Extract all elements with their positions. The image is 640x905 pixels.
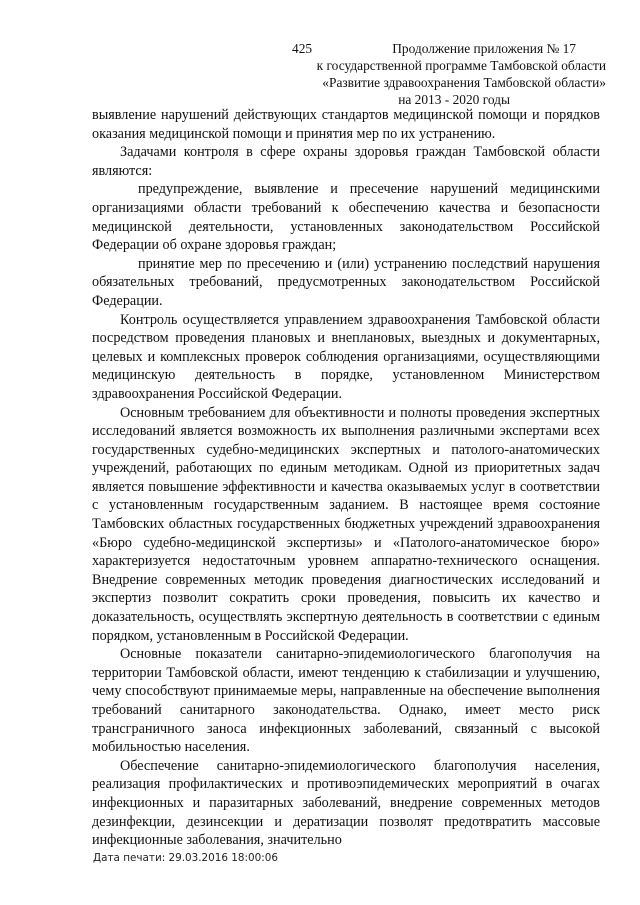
paragraph-expertise: Основным требованием для объективности и полноты проведения экспертных исследований является возможность их выполнения различными экспертами всех государственных судебно-медицинских экспертных и патолого-анатомических учреждений, работающих по единым методикам. Одной из приоритетных задач является повышение эффективности и качества оказываемых услуг в соответствии с установленным государственным заданием. В настоящее время состояние Тамбовских областных государственных бюджетных учреждений здравоохранения «Бюро судебно-медицинской экспертизы» и «Патолого-анатомическое бюро» характеризуется недостаточным уровнем аппаратно-технического оснащения. Внедрение современных методик проведения диагностических исследований и экспертиз позволит сократить сроки проведения, повысить их качество и доказательность, осуществлять экспертную деятельность в соответствии с единым порядком, установленным в Российской Федерации.: [92, 404, 600, 644]
paragraph-sanitary-indicators: Основные показатели санитарно-эпидемиологического благополучия на территории Тамбовской области, имеют тенденцию к стабилизации и улучшению, чему способствуют принимаемые меры, направленные на обеспечение выполнения требований санитарного законодательства. Однако, имеет место риск трансграничного заноса инфекционных заболеваний, связанный с высокой мобильностью населения.: [92, 646, 600, 756]
paragraph-measures: принятие мер по пресечению и (или) устранению последствий нарушения обязательных требований, предусмотренных законодательством Российской Федерации.: [92, 255, 600, 309]
page-number: 425: [292, 41, 313, 56]
document-body: [92, 106, 600, 850]
appendix-continuation: Продолжение приложения № 17: [392, 41, 576, 56]
page-header: [286, 40, 606, 108]
paragraph-prevention: предупреждение, выявление и пресечение нарушений медицинскими организациями области требований к обеспечению качества и безопасности медицинской деятельности, установленных законодательством Российской Федерации об охране здоровья граждан;: [92, 181, 600, 254]
program-period: на 2013 - 2020 годы: [398, 92, 510, 107]
paragraph-control-authority: Контроль осуществляется управлением здравоохранения Тамбовской области посредством проведения плановых и внеплановых, выездных и документарных, целевых и комплексных проверок соблюдения организациями, осуществляющими медицинскую деятельность в порядке, установленном Министерством здравоохранения Российской Федерации.: [92, 311, 600, 402]
program-reference: к государственной программе Тамбовской области: [316, 58, 606, 73]
program-title: «Развитие здравоохранения Тамбовской области»: [322, 75, 606, 90]
paragraph-violations: выявление нарушений действующих стандартов медицинской помощи и порядков оказания медицинской помощи и принятия мер по их устранению.: [92, 107, 600, 142]
paragraph-sanitary-provision: Обеспечение санитарно-эпидемиологического благополучия населения, реализация профилактических и противоэпидемических мероприятий в очагах инфекционных и паразитарных заболеваний, внедрение современных методов дезинфекции, дезинсекции и дератизации позволят предотвратить массовые инфекционные заболевания, значительно: [92, 757, 600, 849]
paragraph-control-tasks: Задачами контроля в сфере охраны здоровья граждан Тамбовской области являются:: [92, 144, 600, 179]
header-first-line: [286, 40, 606, 57]
print-date: Дата печати: 29.03.2016 18:00:06: [93, 852, 278, 864]
